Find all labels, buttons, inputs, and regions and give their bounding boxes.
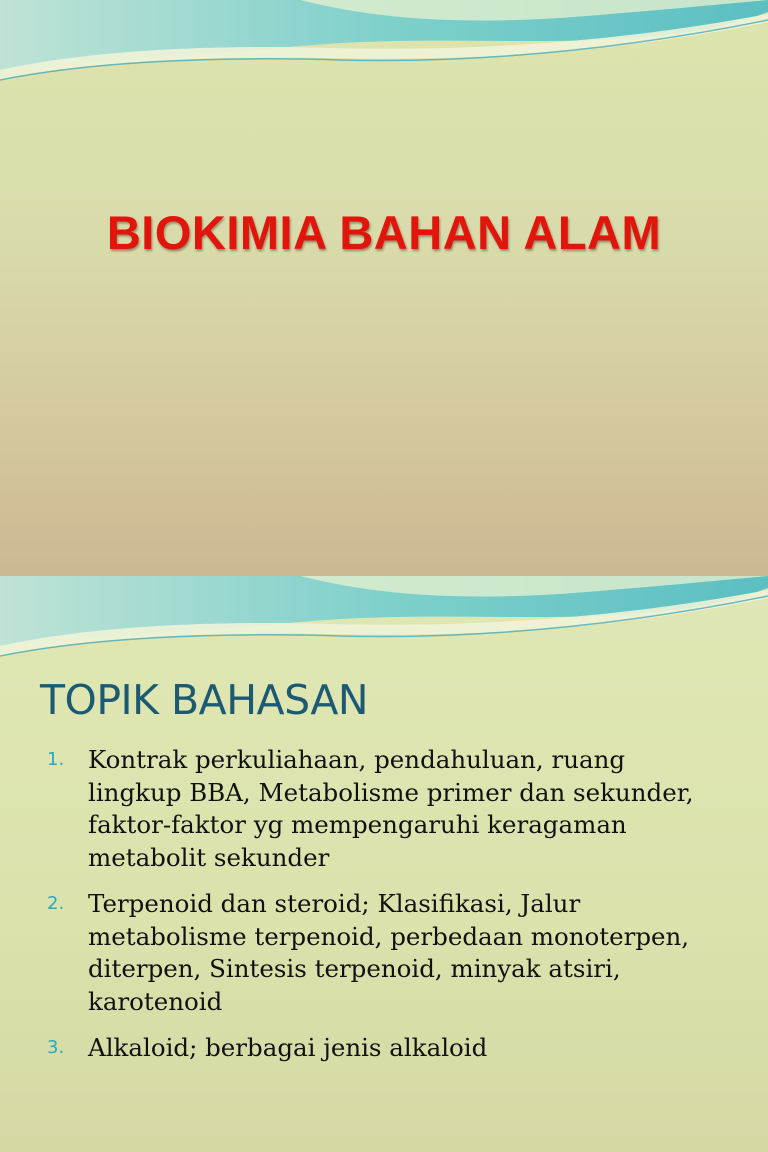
list-number: 3. — [47, 1037, 65, 1058]
header-wave-decoration — [0, 576, 768, 676]
presentation-title: BIOKIMIA BAHAN ALAM — [106, 206, 662, 259]
list-number: 1. — [47, 749, 65, 770]
list-item-text: Alkaloid; berbagai jenis alkaloid — [88, 1033, 488, 1062]
list-number: 2. — [47, 893, 65, 914]
list-item — [0, 888, 768, 1018]
list-item — [0, 1032, 768, 1065]
slide-heading: TOPIK BAHASAN — [40, 676, 369, 724]
list-item-text: Terpenoid dan steroid; Klasifikasi, Jalur metabolisme terpenoid, perbedaan monoterpen, diterpen, Sintesis terpenoid, minyak atsiri, karotenoid — [88, 889, 690, 1016]
list-item — [0, 744, 768, 874]
list-item-text: Kontrak perkuliahaan, pendahuluan, ruang lingkup BBA, Metabolisme primer dan sekunder, faktor-faktor yg mempengaruhi keragaman metabolit sekunder — [88, 745, 694, 872]
topic-list — [0, 744, 768, 1079]
header-wave-decoration — [0, 0, 768, 100]
topics-slide — [0, 576, 768, 1152]
